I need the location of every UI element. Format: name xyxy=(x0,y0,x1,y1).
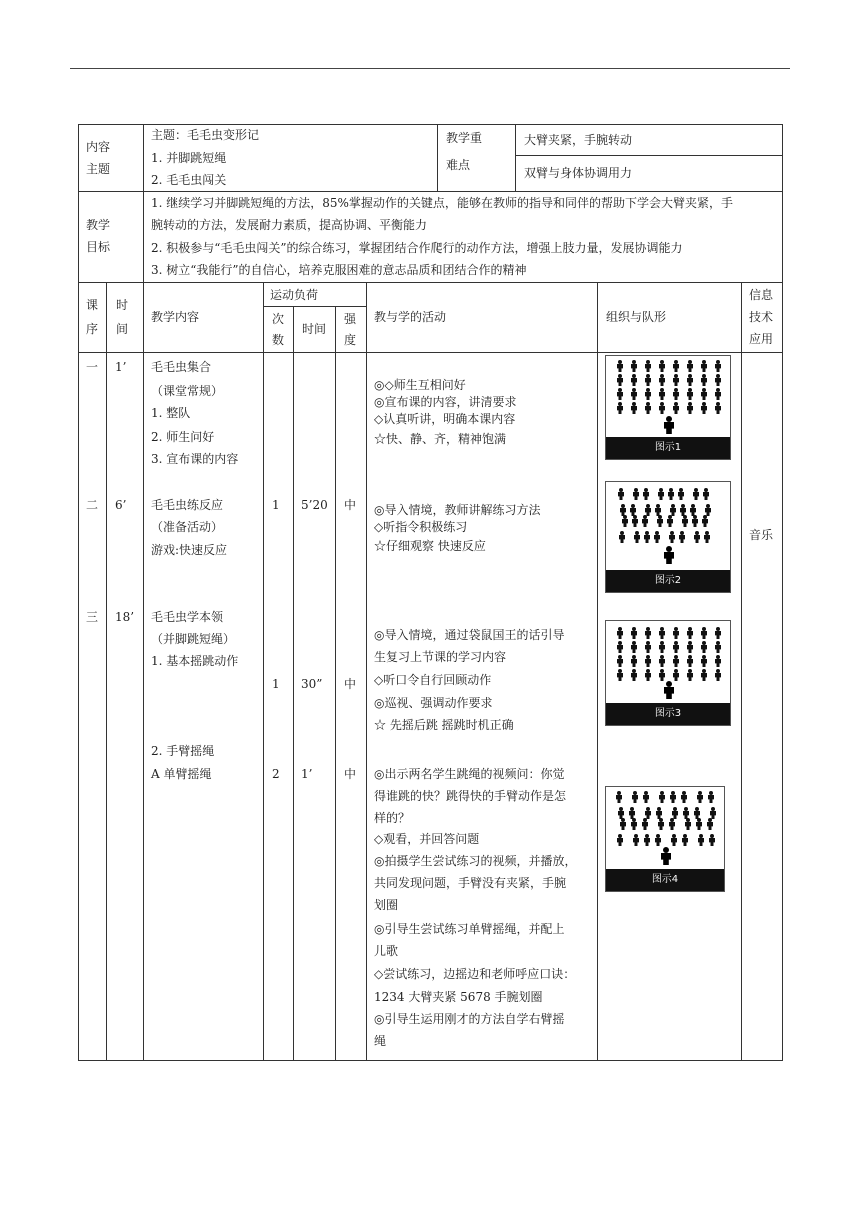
activity-line: ☆ 先摇后跳 摇跳时机正确 xyxy=(374,718,514,732)
col-intensity-2: 度 xyxy=(344,333,357,347)
student-icon xyxy=(715,360,721,372)
col-time-1: 时 xyxy=(116,298,129,312)
student-icon xyxy=(617,669,623,681)
section-content-line: 毛毛虫练反应 xyxy=(151,498,224,512)
goals-label-2: 目标 xyxy=(86,240,111,254)
student-icon xyxy=(645,641,651,653)
student-icon xyxy=(669,531,675,543)
student-icon xyxy=(617,402,623,414)
key-points-label-1: 教学重 xyxy=(446,131,483,145)
student-icon xyxy=(659,627,665,639)
col-it-2: 技术 xyxy=(749,310,774,324)
student-icon xyxy=(703,488,709,500)
student-icon xyxy=(657,515,663,527)
content-theme-label-2: 主题 xyxy=(86,162,111,176)
activity-line: ◎引导生运用刚才的方法自学右臂摇 xyxy=(374,1012,565,1026)
student-icon xyxy=(643,791,649,803)
key-point: 大臂夹紧，手腕转动 xyxy=(524,133,633,147)
student-icon xyxy=(704,531,710,543)
student-icon xyxy=(659,655,665,667)
col-time-2: 间 xyxy=(116,322,129,336)
goal-line: 2. 积极参与“毛毛虫闯关”的综合练习，掌握团结合作爬行的动作方法，增强上肢力量，发展协调能力 xyxy=(151,241,683,255)
student-icon xyxy=(673,641,679,653)
student-icon xyxy=(644,834,650,846)
section-count: 1 xyxy=(272,677,280,691)
student-icon xyxy=(631,402,637,414)
figure-caption: 图示4 xyxy=(606,869,724,891)
it-application: 音乐 xyxy=(749,528,774,542)
activity-line: ◇听口令自行回顾动作 xyxy=(374,673,492,687)
student-icon xyxy=(701,402,707,414)
teacher-icon xyxy=(661,847,671,865)
activity-line: 划圈 xyxy=(374,898,399,912)
student-icon xyxy=(673,402,679,414)
student-icon xyxy=(659,374,665,386)
student-icon xyxy=(681,791,687,803)
student-icon xyxy=(631,818,637,830)
section-duration: 5’20 xyxy=(301,498,328,512)
col-order-1: 课 xyxy=(86,298,99,312)
activity-line: 共同发现问题，手臂没有夹紧，手腕 xyxy=(374,876,567,890)
section-content-line: 3. 宣布课的内容 xyxy=(151,452,239,466)
col-count-2: 数 xyxy=(272,333,285,347)
student-icon xyxy=(631,360,637,372)
activity-line: ◇认真听讲，明确本课内容 xyxy=(374,412,516,426)
student-icon xyxy=(701,374,707,386)
student-icon xyxy=(679,531,685,543)
student-icon xyxy=(645,669,651,681)
goal-line: 1. 继续学习并脚跳短绳的方法，85%掌握动作的关键点，能够在教师的指导和同伴的帮助下学会大臂夹紧，手 xyxy=(151,196,733,210)
teacher-icon xyxy=(664,681,674,699)
student-icon xyxy=(687,374,693,386)
student-icon xyxy=(659,388,665,400)
student-icon xyxy=(701,641,707,653)
student-icon xyxy=(654,531,660,543)
col-content: 教学内容 xyxy=(151,310,200,324)
student-icon xyxy=(642,818,648,830)
section-duration: 1’ xyxy=(301,767,313,781)
theme-line: 1. 并脚跳短绳 xyxy=(151,151,227,165)
student-icon xyxy=(645,627,651,639)
teacher-icon xyxy=(664,416,674,434)
activity-line: ◎巡视、强调动作要求 xyxy=(374,696,493,710)
student-icon xyxy=(631,627,637,639)
student-icon xyxy=(658,818,664,830)
figure-caption: 图示2 xyxy=(606,570,730,592)
section-content-line: （课堂常规） xyxy=(151,384,224,398)
student-icon xyxy=(701,627,707,639)
goal-line: 腕转动的方法，发展耐力素质，提高协调、平衡能力 xyxy=(151,218,428,232)
student-icon xyxy=(687,627,693,639)
student-icon xyxy=(715,641,721,653)
col-it-3: 应用 xyxy=(749,332,774,346)
student-icon xyxy=(673,388,679,400)
section-content-line: （并脚跳短绳） xyxy=(151,632,236,646)
student-icon xyxy=(687,641,693,653)
student-icon xyxy=(698,834,704,846)
student-icon xyxy=(687,388,693,400)
student-icon xyxy=(715,669,721,681)
activity-line: 1234 大臂夹紧 5678 手腕划圈 xyxy=(374,990,543,1004)
student-icon xyxy=(687,669,693,681)
student-icon xyxy=(673,655,679,667)
student-icon xyxy=(659,360,665,372)
student-icon xyxy=(702,515,708,527)
student-icon xyxy=(701,655,707,667)
student-icon xyxy=(701,360,707,372)
col-order-2: 序 xyxy=(86,322,99,336)
student-icon xyxy=(715,388,721,400)
section-content-line: A 单臂摇绳 xyxy=(151,767,212,781)
content-theme-label-1: 内容 xyxy=(86,140,111,154)
student-icon xyxy=(616,791,622,803)
section-intensity: 中 xyxy=(344,767,357,781)
col-load: 运动负荷 xyxy=(270,288,319,302)
student-icon xyxy=(682,834,688,846)
figure-caption: 图示3 xyxy=(606,703,730,725)
figure-caption: 图示1 xyxy=(606,437,730,459)
student-icon xyxy=(692,515,698,527)
student-icon xyxy=(645,402,651,414)
student-icon xyxy=(645,388,651,400)
activity-line: ◇观看，并回答问题 xyxy=(374,832,480,846)
student-icon xyxy=(617,374,623,386)
activity-line: 生复习上节课的学习内容 xyxy=(374,650,507,664)
student-icon xyxy=(631,374,637,386)
student-icon xyxy=(701,669,707,681)
student-icon xyxy=(619,531,625,543)
col-organization: 组织与队形 xyxy=(606,310,667,324)
student-icon xyxy=(617,655,623,667)
page-top-rule xyxy=(70,68,790,69)
student-icon xyxy=(620,818,626,830)
activity-line: ◇尝试练习，边摇边和老师呼应口诀： xyxy=(374,967,576,981)
student-icon xyxy=(618,488,624,500)
section-order: 二 xyxy=(86,498,99,512)
student-icon xyxy=(685,818,691,830)
activity-line: 得谁跳的快？跳得快的手臂动作是怎 xyxy=(374,789,567,803)
col-count-1: 次 xyxy=(272,312,285,326)
section-order: 三 xyxy=(86,610,99,624)
activity-line: ◇听指令积极练习 xyxy=(374,520,468,534)
activity-line: ◎拍摄学生尝试练习的视频，并播放， xyxy=(374,854,577,868)
student-icon xyxy=(707,818,713,830)
section-count: 1 xyxy=(272,498,280,512)
student-icon xyxy=(645,374,651,386)
student-icon xyxy=(631,669,637,681)
activity-line: 样的？ xyxy=(374,811,411,825)
col-activities: 教与学的活动 xyxy=(374,310,447,324)
section-content-line: 毛毛虫集合 xyxy=(151,360,212,374)
student-icon xyxy=(673,374,679,386)
activity-line: ◎宣布课的内容，讲清要求 xyxy=(374,395,517,409)
student-icon xyxy=(643,488,649,500)
section-count: 2 xyxy=(272,767,280,781)
student-icon xyxy=(682,515,688,527)
section-content-line: 2. 手臂摇绳 xyxy=(151,744,215,758)
student-icon xyxy=(669,818,675,830)
student-icon xyxy=(659,402,665,414)
student-icon xyxy=(673,627,679,639)
student-icon xyxy=(678,488,684,500)
col-it-1: 信息 xyxy=(749,288,774,302)
student-icon xyxy=(617,388,623,400)
key-point: 双臂与身体协调用力 xyxy=(524,166,633,180)
activity-line: ◎引导生尝试练习单臂摇绳，并配上 xyxy=(374,922,565,936)
section-order: 一 xyxy=(86,360,99,374)
student-icon xyxy=(687,402,693,414)
student-icon xyxy=(701,388,707,400)
student-icon xyxy=(715,402,721,414)
section-intensity: 中 xyxy=(344,677,357,691)
student-icon xyxy=(617,627,623,639)
student-icon xyxy=(659,641,665,653)
activity-line: 绳 xyxy=(374,1034,387,1048)
section-content-line: 1. 整队 xyxy=(151,406,191,420)
student-icon xyxy=(645,655,651,667)
student-icon xyxy=(694,531,700,543)
student-icon xyxy=(671,834,677,846)
student-icon xyxy=(668,488,674,500)
section-duration: 30” xyxy=(301,677,323,691)
student-icon xyxy=(617,360,623,372)
student-icon xyxy=(644,531,650,543)
activity-line: ◎◇师生互相问好 xyxy=(374,378,466,392)
student-icon xyxy=(634,531,640,543)
student-icon xyxy=(659,791,665,803)
student-icon xyxy=(715,627,721,639)
student-icon xyxy=(631,655,637,667)
student-icon xyxy=(658,488,664,500)
activity-line: ◎导入情境，通过袋鼠国王的话引导 xyxy=(374,628,565,642)
theme-line: 2. 毛毛虫闯关 xyxy=(151,173,227,187)
formation-figure-3 xyxy=(605,620,731,726)
student-icon xyxy=(697,791,703,803)
student-icon xyxy=(632,791,638,803)
student-icon xyxy=(687,655,693,667)
activity-line: ◎导入情境，教师讲解练习方法 xyxy=(374,503,541,517)
section-content-line: 2. 师生问好 xyxy=(151,430,215,444)
section-time: 1’ xyxy=(115,360,127,374)
student-icon xyxy=(708,791,714,803)
student-icon xyxy=(715,655,721,667)
student-icon xyxy=(631,388,637,400)
goals-label-1: 教学 xyxy=(86,218,111,232)
student-icon xyxy=(659,669,665,681)
student-icon xyxy=(673,360,679,372)
student-icon xyxy=(693,488,699,500)
student-icon xyxy=(715,374,721,386)
student-icon xyxy=(633,488,639,500)
key-points-label-2: 难点 xyxy=(446,158,471,172)
student-icon xyxy=(642,515,648,527)
section-intensity: 中 xyxy=(344,498,357,512)
section-time: 18’ xyxy=(115,610,135,624)
student-icon xyxy=(622,515,628,527)
activity-line: 儿歌 xyxy=(374,944,399,958)
activity-line: ◎出示两名学生跳绳的视频问：你觉 xyxy=(374,767,565,781)
student-icon xyxy=(673,669,679,681)
section-content-line: 游戏:快速反应 xyxy=(151,543,228,557)
student-icon xyxy=(632,515,638,527)
student-icon xyxy=(687,360,693,372)
student-icon xyxy=(645,360,651,372)
student-icon xyxy=(655,834,661,846)
formation-figure-2 xyxy=(605,481,731,593)
student-icon xyxy=(696,818,702,830)
activity-line: ☆仔细观察 快速反应 xyxy=(374,539,486,553)
teacher-icon xyxy=(664,546,674,564)
col-intensity-1: 强 xyxy=(344,312,357,326)
goal-line: 3. 树立“我能行”的自信心，培养克服困难的意志品质和团结合作的精神 xyxy=(151,263,527,277)
student-icon xyxy=(709,834,715,846)
col-duration: 时间 xyxy=(302,322,327,336)
student-icon xyxy=(670,791,676,803)
formation-figure-1 xyxy=(605,355,731,460)
section-content-line: 1. 基本摇跳动作 xyxy=(151,654,239,668)
student-icon xyxy=(617,834,623,846)
section-time: 6’ xyxy=(115,498,127,512)
student-icon xyxy=(631,641,637,653)
student-icon xyxy=(633,834,639,846)
student-icon xyxy=(667,515,673,527)
formation-figure-4 xyxy=(605,786,725,892)
section-content-line: 毛毛虫学本领 xyxy=(151,610,224,624)
activity-line: ☆快、静、齐，精神饱满 xyxy=(374,432,507,446)
theme-line: 主题：毛毛虫变形记 xyxy=(151,128,260,142)
section-content-line: （准备活动） xyxy=(151,520,224,534)
student-icon xyxy=(617,641,623,653)
